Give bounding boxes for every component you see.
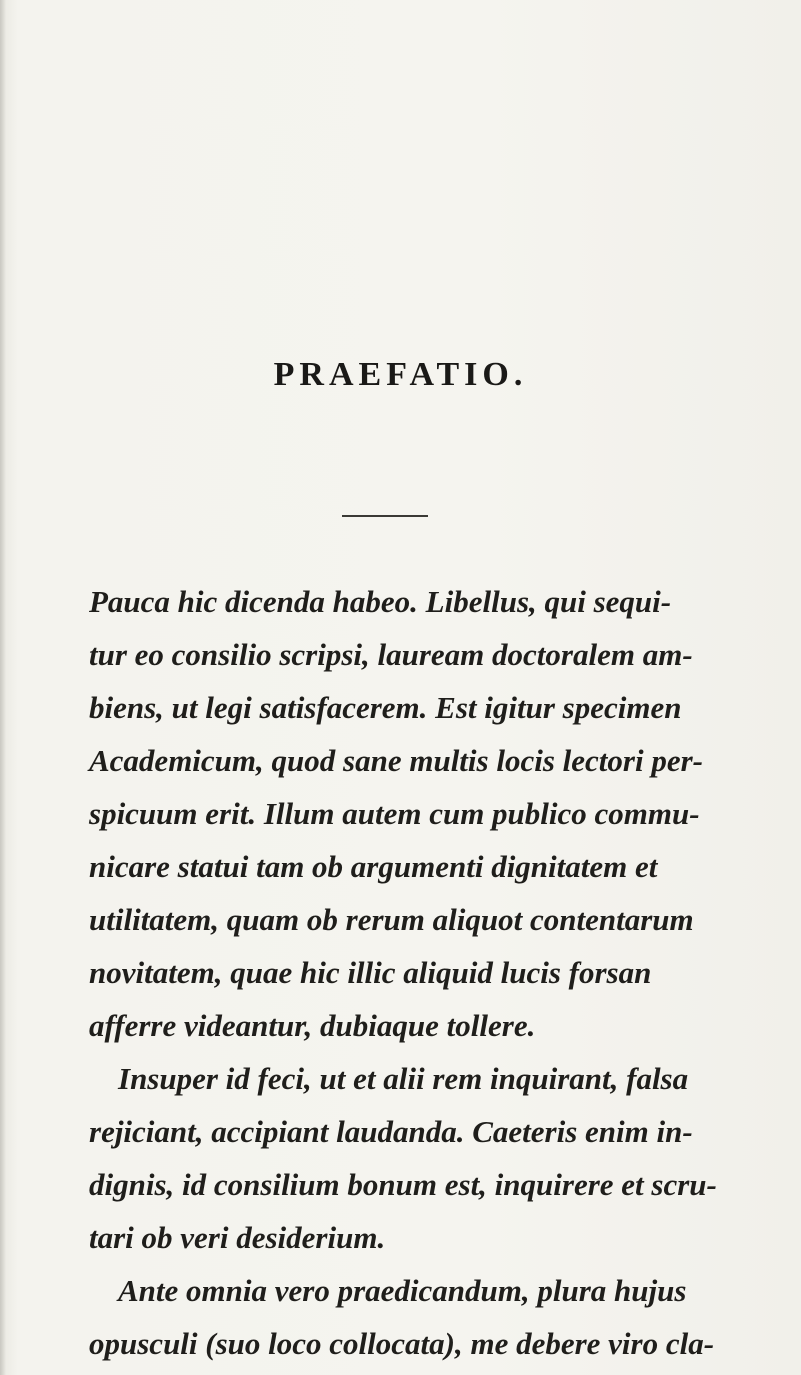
text-line: novitatem, quae hic illic aliquid lucis forsan (89, 955, 652, 990)
text-line: Academicum, quod sane multis locis lectori per- (89, 743, 703, 778)
page-edge-shadow (0, 0, 6, 1375)
text-line: utilitatem, quam ob rerum aliquot contentarum (89, 902, 694, 937)
text-line: dignis, id consilium bonum est, inquirere et scru- (89, 1167, 717, 1202)
text-line: Ante omnia vero praedicandum, plura hujus (118, 1273, 687, 1308)
text-line: biens, ut legi satisfacerem. Est igitur specimen (89, 690, 682, 725)
text-line: Insuper id feci, ut et alii rem inquirant, falsa (118, 1061, 689, 1096)
text-line: tur eo consilio scripsi, lauream doctoralem am- (89, 637, 693, 672)
page-title: PRAEFATIO. (273, 356, 528, 393)
text-line: tari ob veri desiderium. (89, 1220, 386, 1255)
text-line: afferre videantur, dubiaque tollere. (89, 1008, 536, 1043)
text-line: Pauca hic dicenda habeo. Libellus, qui sequi- (89, 584, 672, 619)
text-line: spicuum erit. Illum autem cum publico commu- (89, 796, 700, 831)
text-line: rejiciant, accipiant laudanda. Caeteris enim in- (89, 1114, 693, 1149)
text-line: opusculi (suo loco collocata), me debere viro cla- (89, 1326, 715, 1361)
title-divider (342, 515, 428, 517)
text-line: nicare statui tam ob argumenti dignitatem et (89, 849, 658, 884)
